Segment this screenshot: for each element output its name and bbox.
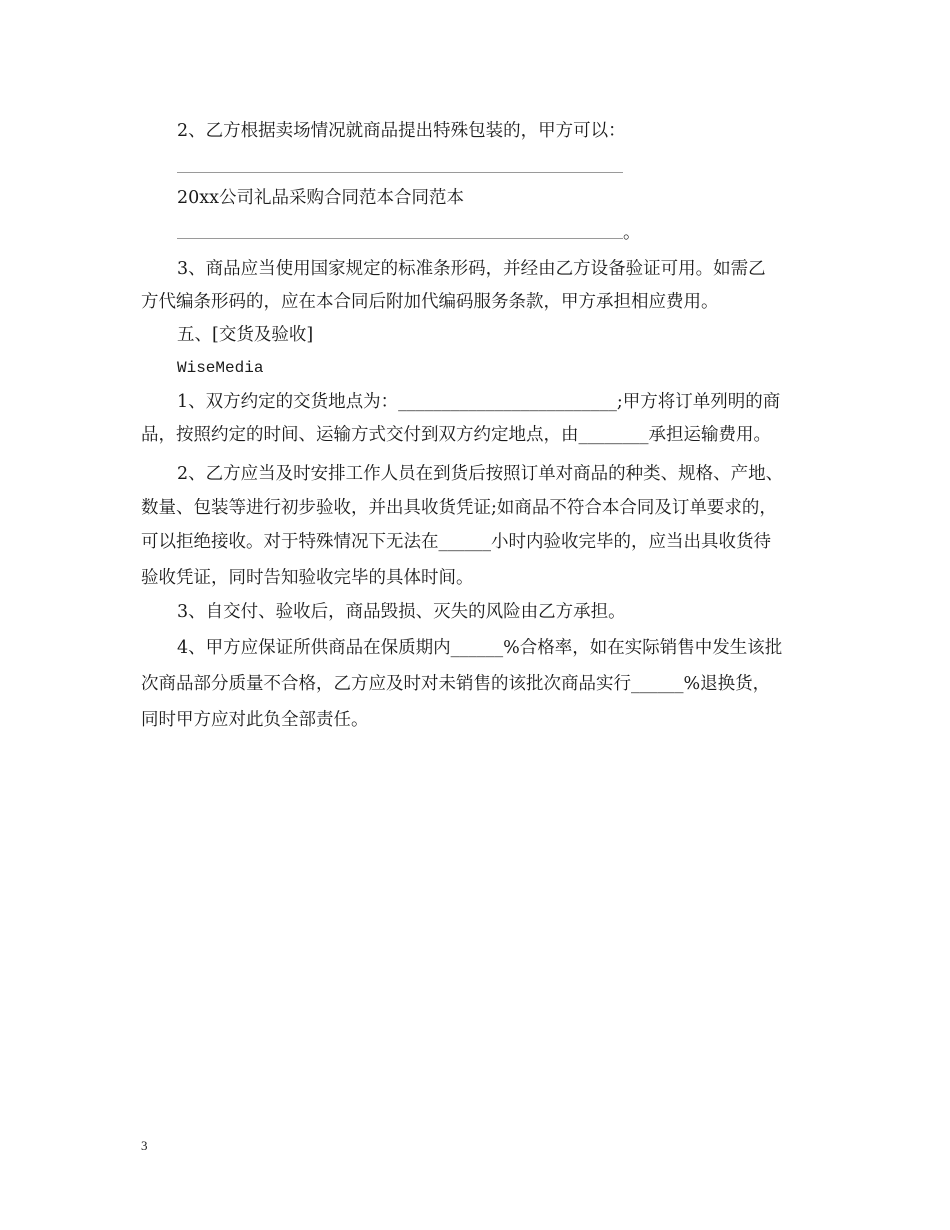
section-heading: 五、[交货及验收] [177, 325, 314, 345]
delivery-clause-1-line-2: 品，按照约定的时间、运输方式交付到双方约定地点，由________承担运输费用。 [141, 425, 771, 445]
delivery-clause-2-line-1: 2、乙方应当及时安排工作人员在到货后按照订单对商品的种类、规格、产地、 [177, 464, 784, 484]
delivery-clause-4-line-1: 4、甲方应保证所供商品在保质期内______%合格率，如在实际销售中发生该批 [177, 638, 783, 658]
document-title-line: 20xx公司礼品采购合同范本合同范本 [177, 188, 465, 208]
clause-2-intro: 2、乙方根据卖场情况就商品提出特殊包装的，甲方可以： [177, 121, 626, 141]
delivery-clause-2-line-3: 可以拒绝接收。对于特殊情况下无法在______小时内验收完毕的，应当出具收货待 [141, 532, 771, 552]
delivery-clause-3: 3、自交付、验收后，商品毁损、灭失的风险由乙方承担。 [177, 602, 626, 622]
rule-end-mark: 。 [623, 223, 641, 243]
delivery-clause-4-line-3: 同时甲方应对此负全部责任。 [141, 710, 369, 730]
delivery-clause-2-line-4: 验收凭证，同时告知验收完毕的具体时间。 [141, 568, 474, 588]
blank-fill-line [177, 238, 623, 239]
blank-fill-line [177, 172, 623, 173]
delivery-clause-4-line-2: 次商品部分质量不合格，乙方应及时对未销售的该批次商品实行______%退换货， [141, 674, 771, 694]
delivery-clause-1-line-1: 1、双方约定的交货地点为：_________________________;甲方将订单列明的商 [177, 392, 781, 412]
page-number: 3 [141, 1138, 148, 1153]
watermark-text: WiseMedia [177, 359, 264, 377]
delivery-clause-2-line-2: 数量、包装等进行初步验收，并出具收货凭证;如商品不符合本合同及订单要求的， [141, 498, 777, 518]
clause-3-line-2: 方代编条形码的，应在本合同后附加代编码服务条款，甲方承担相应费用。 [141, 292, 719, 312]
clause-3-line-1: 3、商品应当使用国家规定的标准条形码，并经由乙方设备验证可用。如需乙 [177, 259, 766, 279]
